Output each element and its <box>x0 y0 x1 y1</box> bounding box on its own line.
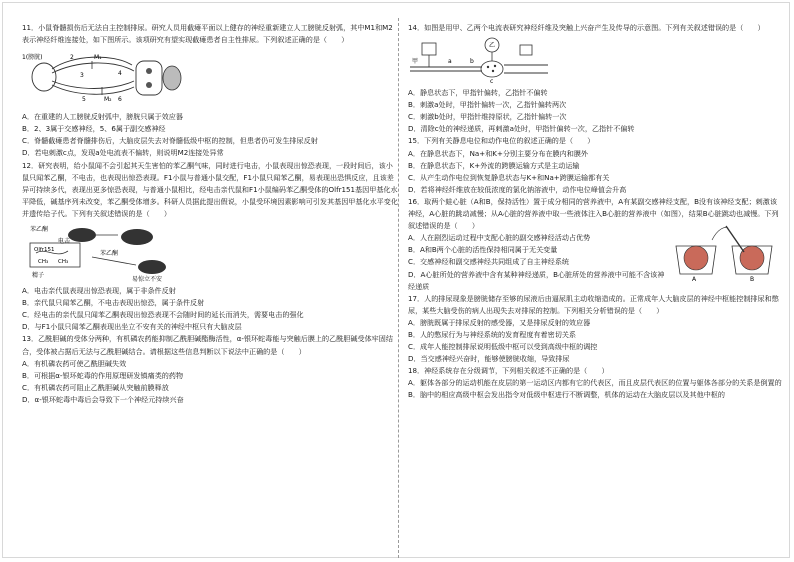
q14-label-jia: 甲 <box>412 58 419 66</box>
q11-option-b: B．2、3属于交感神经，5、6属于副交感神经 <box>22 124 166 134</box>
q17-stem: 17．人的排尿现象是膀胱储存至够的尿液后由逼尿肌主动收缩造成的。正常成年人大脑皮层的神经中枢能控制排尿和憋尿，某些大脑受伤的病人出现失去对排尿的控制。下列相关分析错误的是（ ） <box>408 293 779 315</box>
q14-label-a: a <box>448 58 452 66</box>
q16-option-c: C．交感神经和副交感神经共同组成了自主神经系统 <box>408 257 570 267</box>
q13-option-b: B．可根据α-银环蛇毒的作用原理研发镇痛类的药物 <box>22 370 184 380</box>
q12-option-a: A．电击亲代鼠表现出惊恐表现，属于非条件反射 <box>22 286 176 296</box>
q12-label-shock: 电击 <box>58 238 71 246</box>
q11-stem: 11．小鼠脊髓损伤后无法自主控制排尿。研究人员用截瘫平面以上健存的神经重新建立人工膀胱反射弧，其中M1和M2表示神经纤维连接处，如下图所示。该项研究有望实现截瘫患者自主性排尿。下列叙述正确的是（ ） <box>22 23 393 45</box>
q13-option-d: D．α-银环蛇毒中毒后会导致下一个神经元持续兴奋 <box>22 394 184 404</box>
mouse-experiment-diagram <box>22 221 222 283</box>
q16-option-b: B．A和B两个心脏的活性保持相同属于无关变量 <box>408 245 558 255</box>
q11-option-d: D．若电刺激c点，发现a处电流表不偏转，则说明M2连接处异常 <box>22 148 224 158</box>
heart-experiment-diagram <box>672 222 784 282</box>
q12-option-b: B．亲代鼠只闻苯乙酮，不电击表现出惊恐，属于条件反射 <box>22 298 205 308</box>
q13-option-a: A．有机磷农药可使乙酰胆碱失效 <box>22 358 127 368</box>
q13-stem: 13．乙酰胆碱的受体分两种，有机磷农药能抑制乙酰胆碱酯酶活性，α-银环蛇毒能与突触后膜上的乙酰胆碱受体牢固结合，受体被占据后无法与乙酰胆碱结合。请根据这些信息判断以下说法中正确的是（ ） <box>22 334 393 356</box>
q18-stem: 18．神经系统存在分级调节，下列相关叙述不正确的是（ ） <box>408 366 609 376</box>
galvanometer-synapse-diagram <box>408 35 558 85</box>
q15-option-c: C．从产生动作电位到恢复静息状态与K+和Na+跨膜运输都有关 <box>408 172 610 182</box>
q12-option-c: C．经电击的亲代鼠只闻苯乙酮表现出惊恐表现不会随时间的延长而消失，需要电击的强化 <box>22 310 304 320</box>
q16-label-b: B <box>750 276 755 283</box>
q11-label-m1: M₁ <box>94 54 102 62</box>
q12-label-sperm: 精子 <box>32 272 45 280</box>
q14-option-d: D．清除c处的神经递质，再刺激a处时，甲指针偏转一次，乙指针不偏转 <box>408 124 635 134</box>
q12-stem: 12．研究表明，给小鼠闻不会引起其天生害怕的苯乙酮气味，同时进行电击，小鼠表现出惊恐表现，一段时间后，该小鼠只闻苯乙酮，不电击，也表现出惊恐表现。F1小鼠与普通小鼠交配，F1小鼠只闻苯乙酮，易表现出恐惧反应，且该差异可持续多代，表现出更多惊恐表现，与普通小鼠相比，经电击亲代鼠和F1小鼠编码苯乙酮受体的Olfr151基因甲基化水平降低，碱基序列未改变，苯乙酮受体增多。科研人员据此提出假说，小鼠受环境因素影响可引发其基因甲基化水平变化并遗传给子代。下列有关叙述错误的是（ ） <box>22 160 398 218</box>
left-column <box>22 22 398 406</box>
q11-figure <box>22 47 398 109</box>
q11-label-5: 5 <box>82 96 86 104</box>
q16-option-a: A．人在剧烈运动过程中支配心脏的副交感神经活动占优势 <box>408 233 591 243</box>
q11-option-a: A．在重建的人工膀胱反射弧中，膀胱只属于效应器 <box>22 112 183 122</box>
right-column <box>408 22 784 402</box>
q12-figure <box>22 221 398 283</box>
q15-option-b: B．在静息状态下，K+外流的跨膜运输方式是主动运输 <box>408 160 580 170</box>
q16-body <box>408 232 784 292</box>
q11-option-c: C．脊髓截瘫患者脊髓排伤后，大脑皮层失去对脊髓低级中枢的控制，但患者仍可发生排尿反射 <box>22 136 318 146</box>
q11-label-m2: M₂ <box>104 96 112 104</box>
q14-figure <box>408 35 784 85</box>
q14-label-b: b <box>470 58 474 66</box>
q14-option-c: C．刺激b处时，甲指针维持原状，乙指针偏转一次 <box>408 112 567 122</box>
q17-option-a: A．膀胱既属于排尿反射的感受器，又是排尿反射的效应器 <box>408 317 591 327</box>
q11-label-4: 4 <box>118 70 122 78</box>
q15-option-d: D．若将神经纤维放在较低浓度的氯化钠溶液中，动作电位峰值会升高 <box>408 184 627 194</box>
q16-option-d: D．A心脏所处的营养液中含有某种神经递质，B心脏所处的营养液中可能不含该神经递质 <box>408 269 665 291</box>
q16-stem: 16．取两个蛙心脏（A和B，保持活性）置于成分相同的营养液中，A有某副交感神经支配，B没有该神经支配；刺激该神经，A心脏的跳动减慢；从A心脏的营养液中取一些液体注入B心脏的营养液中（如图），结果B心脏跳动也减慢。下列叙述错误的是（ ） <box>408 196 779 231</box>
q14-label-c: c <box>490 78 494 86</box>
bladder-reflex-diagram <box>22 47 192 109</box>
q15-stem: 15．下列有关静息电位和动作电位的叙述正确的是（ ） <box>408 136 595 146</box>
q12-option-d: D．与F1小鼠只闻苯乙酮表现出坐立不安有关的神经中枢只有大脑皮层 <box>22 322 242 332</box>
q14-label-yi: 乙 <box>489 42 496 50</box>
q12-label-ch3-b: CH₃ <box>58 259 69 266</box>
q14-option-a: A．静息状态下，甲指针偏转，乙指针不偏转 <box>408 88 548 98</box>
q11-label-2: 2 <box>70 54 74 62</box>
q17-option-c: C．成年人能控制排尿说明低级中枢可以受到高级中枢的调控 <box>408 342 598 352</box>
q17-option-b: B．人的憋尿行为与神经系统的发育程度有着密切关系 <box>408 329 577 339</box>
q11-label-1: 1(膀胱) <box>22 54 43 62</box>
q16-label-a: A <box>692 276 697 283</box>
q18-option-b: B．脑中的相应高级中枢会发出指令对低级中枢进行不断调整，机体的运动在大脑皮层以及其他中枢的 <box>408 390 725 400</box>
q12-label-olfr151: Olfr151 <box>34 247 55 254</box>
q12-label-acetophenone: 苯乙酮 <box>30 226 49 234</box>
q17-option-d: D．当交感神经兴奋时，能够使膀胱收缩，导致排尿 <box>408 354 570 364</box>
column-divider <box>398 18 399 558</box>
q14-option-b: B．刺激a处时，甲指针偏转一次，乙指针偏转两次 <box>408 100 567 110</box>
q16-options <box>408 232 668 292</box>
q18-option-a: A．躯体各部分的运动机能在皮层的第一运动区内都有它的代表区，而且皮层代表区的位置与躯体各部分的关系是倒置的 <box>408 378 782 388</box>
q15-option-a: A．在静息状态下，Na+和K+分别主要分布在膜内和膜外 <box>408 148 589 158</box>
q11-label-3: 3 <box>80 72 84 80</box>
q12-label-ch3-a: CH₃ <box>38 259 49 266</box>
q12-label-restless: 易惊立不安 <box>132 276 163 284</box>
q11-label-6: 6 <box>118 96 122 104</box>
q12-label-acetophenone-2: 苯乙酮 <box>100 250 119 258</box>
q13-option-c: C．有机磷农药可阻止乙酰胆碱从突触前膜释放 <box>22 382 169 392</box>
q14-stem: 14．如图是用甲、乙两个电流表研究神经纤维及突触上兴奋产生及传导的示意图。下列有关叙述错误的是（ ） <box>408 23 765 32</box>
